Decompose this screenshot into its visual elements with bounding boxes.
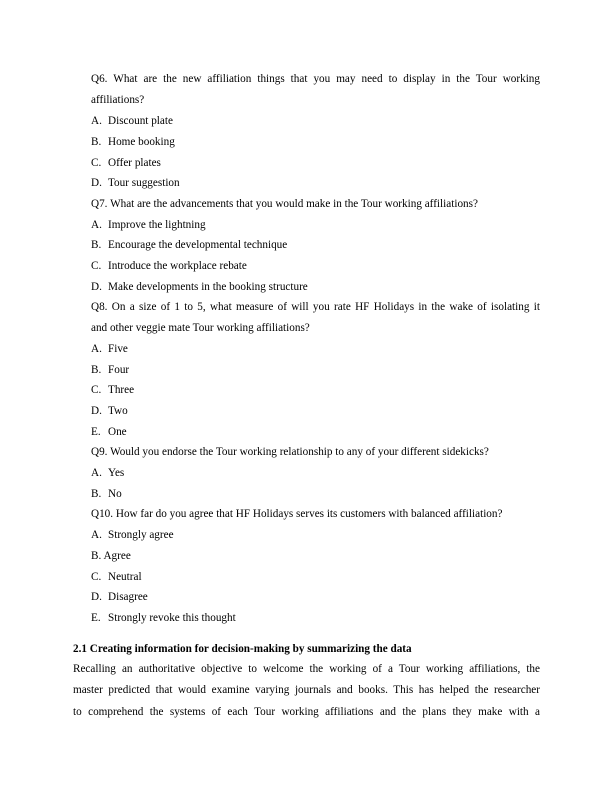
option-text: Strongly revoke this thought <box>108 612 236 624</box>
q9-option-a <box>91 466 124 480</box>
option-letter: B. <box>91 550 102 562</box>
option-letter: A. <box>91 219 102 231</box>
paragraph-line-2: master predicted that would examine varying journals and books. This has helped the researcher <box>73 684 540 696</box>
q10-option-b <box>91 549 131 563</box>
q8-option-e <box>91 425 127 439</box>
q7-option-a <box>91 218 206 232</box>
option-text: One <box>108 426 127 438</box>
q6-line-1: Q6. What are the new affiliation things that you may need to display in the Tour working <box>91 73 540 85</box>
option-letter: B. <box>91 239 102 251</box>
q8-option-c <box>91 383 134 397</box>
option-text: Five <box>108 343 128 355</box>
option-text: Encourage the developmental technique <box>108 239 288 251</box>
option-letter: D. <box>91 591 102 603</box>
option-letter: B. <box>91 488 102 500</box>
option-text: Improve the lightning <box>108 219 206 231</box>
option-letter: E. <box>91 612 101 624</box>
option-letter: D. <box>91 177 102 189</box>
q8-line-2: and other veggie mate Tour working affiliations? <box>91 322 310 334</box>
q9-line-1: Q9. Would you endorse the Tour working relationship to any of your different sidekicks? <box>91 446 489 458</box>
q8-option-a <box>91 342 128 356</box>
q8-line-1: Q8. On a size of 1 to 5, what measure of will you rate HF Holidays in the wake of isolating it <box>91 301 540 313</box>
option-letter: D. <box>91 405 102 417</box>
option-letter: A. <box>91 529 102 541</box>
option-text: Agree <box>103 550 131 562</box>
option-letter: C. <box>91 384 102 396</box>
option-text: Make developments in the booking structure <box>108 281 308 293</box>
option-letter: E. <box>91 426 101 438</box>
q6-option-b <box>91 135 175 149</box>
q6-option-d <box>91 176 180 190</box>
section-heading: 2.1 Creating information for decision-making by summarizing the data <box>73 643 412 655</box>
option-text: Discount plate <box>108 115 173 127</box>
q6-option-a <box>91 114 173 128</box>
option-text: Strongly agree <box>108 529 174 541</box>
option-text: Yes <box>108 467 125 479</box>
option-text: No <box>108 488 122 500</box>
q10-option-d <box>91 590 148 604</box>
q8-option-d <box>91 404 128 418</box>
q8-option-b <box>91 363 129 377</box>
option-letter: C. <box>91 571 102 583</box>
q10-option-a <box>91 528 174 542</box>
option-letter: B. <box>91 136 102 148</box>
option-letter: C. <box>91 157 102 169</box>
option-text: Offer plates <box>108 157 161 169</box>
q7-line-1: Q7. What are the advancements that you would make in the Tour working affiliations? <box>91 198 478 210</box>
q7-option-b <box>91 238 287 252</box>
q10-option-e <box>91 611 236 625</box>
paragraph-line-3: to comprehend the systems of each Tour working affiliations and the plans they make with a <box>73 706 540 718</box>
option-text: Two <box>108 405 128 417</box>
option-letter: C. <box>91 260 102 272</box>
option-text: Three <box>108 384 135 396</box>
q7-option-c <box>91 259 247 273</box>
q9-option-b <box>91 487 122 501</box>
option-letter: B. <box>91 364 102 376</box>
option-text: Four <box>108 364 130 376</box>
option-letter: D. <box>91 281 102 293</box>
option-letter: A. <box>91 343 102 355</box>
q10-line-1: Q10. How far do you agree that HF Holidays serves its customers with balanced affiliation? <box>91 508 503 520</box>
option-text: Tour suggestion <box>108 177 180 189</box>
paragraph-line-1: Recalling an authoritative objective to welcome the working of a Tour working affiliations, the <box>73 663 540 675</box>
option-letter: A. <box>91 467 102 479</box>
option-text: Introduce the workplace rebate <box>108 260 247 272</box>
option-text: Home booking <box>108 136 175 148</box>
q6-option-c <box>91 156 161 170</box>
option-letter: A. <box>91 115 102 127</box>
option-text: Neutral <box>108 571 142 583</box>
option-text: Disagree <box>108 591 148 603</box>
q7-option-d <box>91 280 308 294</box>
q10-option-c <box>91 570 142 584</box>
q6-line-2: affiliations? <box>91 94 145 106</box>
